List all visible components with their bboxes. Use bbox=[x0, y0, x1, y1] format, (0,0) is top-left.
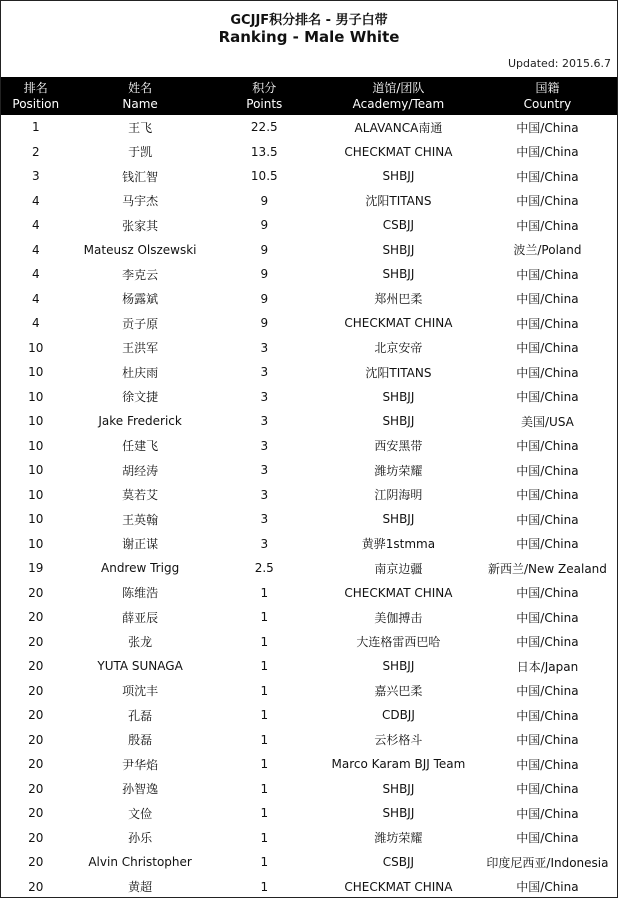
cell-points: 3 bbox=[260, 463, 269, 478]
header-points-cn: 积分 bbox=[252, 81, 277, 95]
table-row bbox=[1, 262, 617, 287]
cell-points: 1 bbox=[260, 757, 269, 772]
header-academy bbox=[319, 77, 478, 115]
cell-academy: 南京边疆 bbox=[374, 561, 423, 576]
cell-country: 中国/China bbox=[516, 512, 579, 527]
table-row bbox=[1, 630, 617, 655]
cell-points: 1 bbox=[260, 732, 269, 747]
header-position-cn: 排名 bbox=[23, 81, 48, 95]
cell-academy: 郑州巴柔 bbox=[374, 292, 423, 307]
cell-academy: SHBJJ bbox=[382, 781, 415, 796]
cell-academy: CDBJJ bbox=[381, 708, 415, 723]
cell-points: 10.5 bbox=[250, 169, 278, 184]
cell-position: 20 bbox=[28, 879, 44, 894]
cell-country: 中国/China bbox=[516, 316, 579, 331]
cell-name: 薛亚辰 bbox=[122, 610, 159, 625]
header-country bbox=[478, 77, 617, 115]
cell-position: 4 bbox=[31, 218, 40, 233]
cell-academy: 沈阳TITANS bbox=[365, 194, 432, 209]
cell-position: 4 bbox=[31, 242, 40, 257]
cell-academy: 嘉兴巴柔 bbox=[374, 684, 423, 699]
cell-position: 20 bbox=[28, 855, 44, 870]
cell-position: 10 bbox=[28, 340, 44, 355]
cell-country: 中国/China bbox=[516, 733, 579, 748]
cell-position: 20 bbox=[28, 781, 44, 796]
cell-academy: SHBJJ bbox=[382, 512, 415, 527]
cell-academy: SHBJJ bbox=[382, 414, 415, 429]
cell-position: 4 bbox=[31, 291, 40, 306]
cell-name: 马宇杰 bbox=[122, 194, 159, 209]
header-country-cn: 国籍 bbox=[535, 81, 560, 95]
cell-points: 9 bbox=[260, 218, 269, 233]
cell-position: 3 bbox=[31, 169, 40, 184]
title-english: Ranking - Male White bbox=[218, 28, 400, 46]
table-row bbox=[1, 409, 617, 434]
cell-country: 中国/China bbox=[516, 488, 579, 503]
table-row bbox=[1, 875, 617, 899]
cell-country: 中国/China bbox=[516, 292, 579, 307]
cell-points: 3 bbox=[260, 389, 269, 404]
cell-country: 中国/China bbox=[516, 120, 579, 135]
title-chinese: GCJJF积分排名 - 男子白带 bbox=[230, 13, 388, 28]
cell-country: 美国/USA bbox=[521, 414, 574, 429]
cell-name: 钱汇智 bbox=[122, 169, 159, 184]
ranking-table-body bbox=[1, 115, 617, 898]
cell-academy: SHBJJ bbox=[382, 242, 415, 257]
cell-position: 4 bbox=[31, 193, 40, 208]
cell-academy: SHBJJ bbox=[382, 659, 415, 674]
cell-name: 李克云 bbox=[122, 267, 159, 282]
cell-academy: CSBJJ bbox=[382, 218, 415, 233]
table-row bbox=[1, 164, 617, 189]
table-row bbox=[1, 605, 617, 630]
cell-points: 3 bbox=[260, 438, 269, 453]
cell-position: 20 bbox=[28, 708, 44, 723]
cell-position: 10 bbox=[28, 487, 44, 502]
table-row bbox=[1, 360, 617, 385]
cell-position: 10 bbox=[28, 512, 44, 527]
table-row bbox=[1, 385, 617, 410]
cell-position: 20 bbox=[28, 634, 44, 649]
cell-name: Andrew Trigg bbox=[101, 561, 180, 576]
table-row bbox=[1, 115, 617, 140]
table-row bbox=[1, 728, 617, 753]
cell-country: 中国/China bbox=[516, 537, 579, 552]
cell-name: 陈维浩 bbox=[122, 586, 159, 601]
cell-points: 1 bbox=[260, 781, 269, 796]
cell-position: 10 bbox=[28, 463, 44, 478]
cell-academy: SHBJJ bbox=[382, 389, 415, 404]
header-points bbox=[210, 77, 319, 115]
cell-academy: SHBJJ bbox=[382, 169, 415, 184]
cell-academy: ALAVANCA南通 bbox=[354, 120, 443, 135]
cell-points: 9 bbox=[260, 267, 269, 282]
table-row bbox=[1, 654, 617, 679]
cell-name: 王飞 bbox=[128, 120, 153, 135]
cell-position: 10 bbox=[28, 389, 44, 404]
cell-country: 中国/China bbox=[516, 635, 579, 650]
cell-academy: CSBJJ bbox=[382, 855, 415, 870]
cell-position: 20 bbox=[28, 732, 44, 747]
header-name-en: Name bbox=[122, 97, 158, 111]
header-name-cn: 姓名 bbox=[128, 81, 153, 95]
cell-points: 9 bbox=[260, 193, 269, 208]
table-row bbox=[1, 703, 617, 728]
cell-name: YUTA SUNAGA bbox=[97, 659, 183, 674]
cell-position: 10 bbox=[28, 438, 44, 453]
cell-name: 杨露斌 bbox=[122, 292, 159, 307]
header-country-en: Country bbox=[523, 97, 572, 111]
table-row bbox=[1, 140, 617, 165]
cell-country: 日本/Japan bbox=[516, 659, 579, 674]
table-row bbox=[1, 311, 617, 336]
table-row bbox=[1, 189, 617, 214]
cell-academy: 潍坊荣耀 bbox=[374, 463, 423, 478]
table-row bbox=[1, 850, 617, 875]
cell-points: 1 bbox=[260, 585, 269, 600]
cell-country: 波兰/Poland bbox=[513, 243, 582, 258]
cell-points: 3 bbox=[260, 414, 269, 429]
cell-academy: 大连格雷西巴哈 bbox=[356, 635, 441, 650]
cell-points: 1 bbox=[260, 806, 269, 821]
cell-country: 中国/China bbox=[516, 341, 579, 356]
cell-position: 20 bbox=[28, 585, 44, 600]
cell-academy: Marco Karam BJJ Team bbox=[331, 757, 466, 772]
cell-position: 4 bbox=[31, 267, 40, 282]
table-row bbox=[1, 507, 617, 532]
cell-name: 文俭 bbox=[128, 806, 153, 821]
cell-country: 中国/China bbox=[516, 218, 579, 233]
cell-position: 20 bbox=[28, 659, 44, 674]
cell-position: 1 bbox=[31, 120, 40, 135]
cell-country: 印度尼西亚/Indonesia bbox=[486, 855, 609, 870]
cell-points: 1 bbox=[260, 610, 269, 625]
cell-name: 莫若艾 bbox=[122, 488, 159, 503]
cell-points: 3 bbox=[260, 365, 269, 380]
cell-points: 1 bbox=[260, 634, 269, 649]
cell-academy: 北京安帝 bbox=[374, 341, 423, 356]
cell-country: 中国/China bbox=[516, 267, 579, 282]
cell-name: Alvin Christopher bbox=[88, 855, 192, 870]
cell-position: 4 bbox=[31, 316, 40, 331]
cell-academy: 沈阳TITANS bbox=[365, 365, 432, 380]
cell-points: 3 bbox=[260, 487, 269, 502]
cell-name: 孙乐 bbox=[128, 831, 153, 846]
cell-position: 20 bbox=[28, 830, 44, 845]
table-row bbox=[1, 556, 617, 581]
header-position-en: Position bbox=[12, 97, 60, 111]
cell-points: 13.5 bbox=[250, 144, 278, 159]
table-row bbox=[1, 826, 617, 851]
cell-position: 20 bbox=[28, 757, 44, 772]
cell-points: 1 bbox=[260, 708, 269, 723]
table-row bbox=[1, 287, 617, 312]
title-block bbox=[1, 1, 617, 77]
cell-country: 新西兰/New Zealand bbox=[488, 561, 607, 576]
cell-points: 22.5 bbox=[250, 120, 278, 135]
table-row bbox=[1, 801, 617, 826]
cell-country: 中国/China bbox=[516, 610, 579, 625]
header-name bbox=[71, 77, 210, 115]
cell-academy: 江阴海明 bbox=[374, 488, 423, 503]
cell-academy: 美伽搏击 bbox=[374, 610, 423, 625]
cell-position: 20 bbox=[28, 806, 44, 821]
table-row bbox=[1, 483, 617, 508]
cell-name: 任建飞 bbox=[122, 439, 159, 454]
cell-points: 3 bbox=[260, 512, 269, 527]
cell-points: 2.5 bbox=[254, 561, 274, 576]
cell-country: 中国/China bbox=[516, 169, 579, 184]
cell-country: 中国/China bbox=[516, 365, 579, 380]
cell-academy: 黄骅1stmma bbox=[361, 537, 436, 552]
cell-position: 10 bbox=[28, 414, 44, 429]
cell-academy: SHBJJ bbox=[382, 267, 415, 282]
cell-points: 1 bbox=[260, 879, 269, 894]
cell-country: 中国/China bbox=[516, 586, 579, 601]
cell-academy: 西安黑带 bbox=[374, 439, 423, 454]
cell-name: 张家其 bbox=[122, 218, 159, 233]
cell-academy: CHECKMAT CHINA bbox=[344, 144, 453, 159]
cell-points: 1 bbox=[260, 830, 269, 845]
cell-country: 中国/China bbox=[516, 806, 579, 821]
cell-points: 1 bbox=[260, 855, 269, 870]
table-row bbox=[1, 238, 617, 263]
table-row bbox=[1, 581, 617, 606]
cell-points: 1 bbox=[260, 683, 269, 698]
cell-country: 中国/China bbox=[516, 439, 579, 454]
cell-name: 项沈丰 bbox=[122, 684, 159, 699]
cell-position: 20 bbox=[28, 683, 44, 698]
cell-academy: CHECKMAT CHINA bbox=[344, 585, 453, 600]
cell-name: 张龙 bbox=[128, 635, 153, 650]
cell-name: 杜庆雨 bbox=[122, 365, 159, 380]
cell-name: 胡经涛 bbox=[122, 463, 159, 478]
cell-country: 中国/China bbox=[516, 390, 579, 405]
header-points-en: Points bbox=[246, 97, 283, 111]
table-row bbox=[1, 752, 617, 777]
cell-name: 贡子原 bbox=[122, 316, 159, 331]
cell-points: 3 bbox=[260, 340, 269, 355]
table-row bbox=[1, 458, 617, 483]
cell-country: 中国/China bbox=[516, 145, 579, 160]
cell-name: 孙智逸 bbox=[122, 782, 159, 797]
table-row bbox=[1, 532, 617, 557]
cell-academy: SHBJJ bbox=[382, 806, 415, 821]
cell-position: 10 bbox=[28, 536, 44, 551]
table-row bbox=[1, 434, 617, 459]
cell-country: 中国/China bbox=[516, 831, 579, 846]
cell-name: 王洪军 bbox=[122, 341, 159, 356]
table-row bbox=[1, 336, 617, 361]
cell-country: 中国/China bbox=[516, 684, 579, 699]
cell-academy: CHECKMAT CHINA bbox=[344, 879, 453, 894]
cell-position: 20 bbox=[28, 610, 44, 625]
cell-points: 1 bbox=[260, 659, 269, 674]
cell-position: 10 bbox=[28, 365, 44, 380]
table-row bbox=[1, 777, 617, 802]
header-academy-en: Academy/Team bbox=[352, 97, 445, 111]
cell-points: 9 bbox=[260, 291, 269, 306]
cell-academy: 云杉格斗 bbox=[374, 733, 423, 748]
cell-country: 中国/China bbox=[516, 880, 579, 895]
cell-academy: 潍坊荣耀 bbox=[374, 831, 423, 846]
cell-name: 孔磊 bbox=[128, 708, 153, 723]
header-position bbox=[1, 77, 71, 115]
cell-name: 徐文捷 bbox=[122, 390, 159, 405]
cell-name: Mateusz Olszewski bbox=[83, 242, 197, 257]
cell-points: 9 bbox=[260, 242, 269, 257]
cell-name: 谢正谋 bbox=[122, 537, 159, 552]
header-academy-cn: 道馆/团队 bbox=[372, 81, 425, 95]
cell-academy: CHECKMAT CHINA bbox=[344, 316, 453, 331]
cell-name: 尹华焰 bbox=[122, 757, 159, 772]
updated-date: Updated: 2015.6.7 bbox=[507, 57, 611, 70]
cell-country: 中国/China bbox=[516, 708, 579, 723]
table-row bbox=[1, 213, 617, 238]
cell-points: 9 bbox=[260, 316, 269, 331]
cell-position: 19 bbox=[28, 561, 44, 576]
table-row bbox=[1, 679, 617, 704]
cell-country: 中国/China bbox=[516, 757, 579, 772]
cell-name: Jake Frederick bbox=[98, 414, 182, 429]
cell-name: 于凯 bbox=[128, 145, 153, 160]
table-header bbox=[1, 77, 617, 115]
cell-points: 3 bbox=[260, 536, 269, 551]
cell-name: 殷磊 bbox=[128, 733, 153, 748]
cell-country: 中国/China bbox=[516, 463, 579, 478]
cell-name: 黄超 bbox=[128, 880, 153, 895]
cell-name: 王英翰 bbox=[122, 512, 159, 527]
cell-position: 2 bbox=[31, 144, 40, 159]
cell-country: 中国/China bbox=[516, 194, 579, 209]
cell-country: 中国/China bbox=[516, 782, 579, 797]
